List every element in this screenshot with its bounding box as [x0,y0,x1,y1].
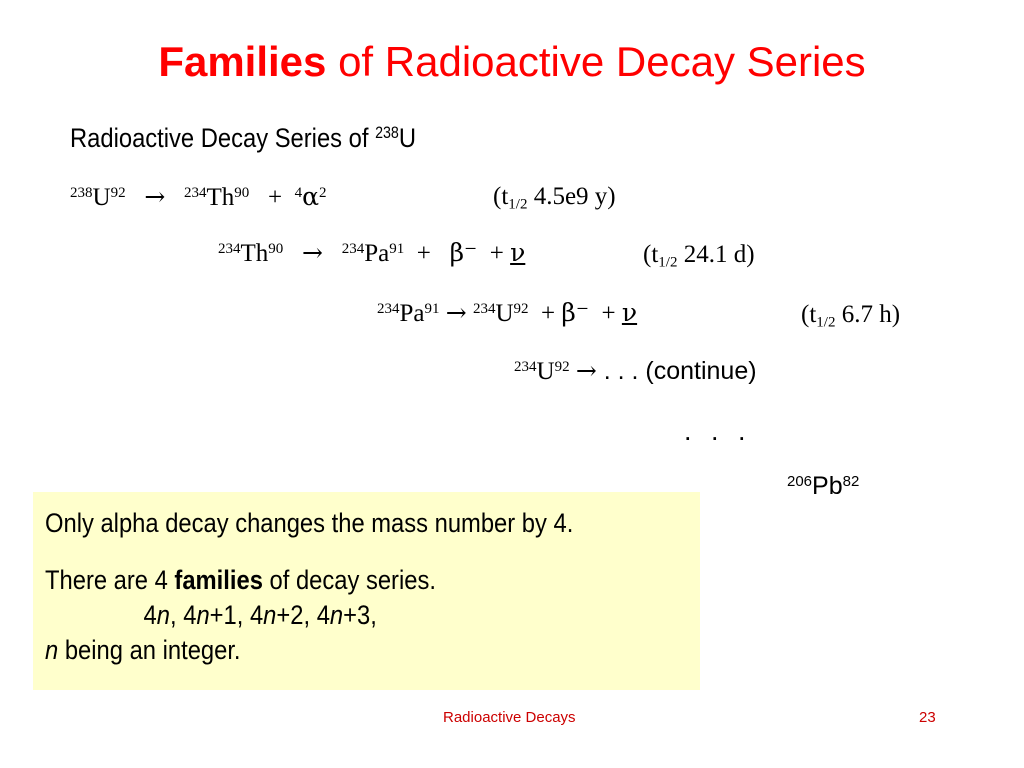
arrow-icon: → [302,238,323,267]
plus-sign: + [541,300,556,327]
arrow-icon: → [144,182,166,211]
nuclide-symbol: Pb [812,472,843,500]
half-life-value: 24.1 d) [677,241,755,268]
note-italic: n [196,600,210,630]
nuclide-mass: 234 [218,240,241,257]
half-life-sub: 1/2 [658,254,678,271]
nuclide-mass: 234 [514,358,537,375]
half-life-2 [643,238,755,272]
nuclide-symbol: Pa [364,240,390,267]
decay-equation-4 [514,354,757,389]
nuclide-z: 82 [842,472,860,490]
nuclide-mass: 4 [294,184,303,201]
note-line-2 [45,563,621,598]
note-text: +2, 4 [276,600,330,630]
nuclide-z: 92 [513,300,529,317]
nuclide-mass: 234 [472,300,496,317]
half-life-label: (t [643,241,659,268]
plus-sign: + [416,240,431,267]
nuclide-z: 90 [234,184,250,201]
half-life-label: (t [801,301,817,328]
section-subtitle [70,120,416,156]
nuclide-z: 91 [424,300,440,317]
note-line-1: Only alpha decay changes the mass number by 4. [45,508,574,538]
half-life-3 [801,298,900,332]
plus-sign: + [268,184,283,211]
plus-sign: + [601,300,616,327]
plus-sign: + [489,240,504,267]
neutrino-symbol: ν [510,238,526,267]
arrow-icon: → [445,298,467,327]
note-text: being an integer. [58,635,241,665]
nuclide-symbol: U [536,358,555,385]
nuclide-z: 92 [110,184,126,201]
ellipsis: . . . [684,416,752,446]
note-line-3 [45,598,621,633]
nuclide-symbol: Th [240,240,269,267]
nuclide-z: 90 [268,240,284,257]
continue-text: . . . (continue) [596,357,757,385]
nuclide-mass: 206 [787,472,813,490]
half-life-value: 6.7 h) [835,301,901,328]
note-italic: n [329,600,344,630]
note-text: , 4 [170,600,197,630]
note-text: +1, 4 [209,600,264,630]
nuclide-z: 91 [389,240,405,257]
info-box [33,492,700,690]
title-rest: of Radioactive Decay Series [326,38,866,85]
note-text: of decay series. [262,565,436,595]
beta-symbol: β⁻ [449,238,478,267]
note-text: There are 4 [45,565,175,595]
nuclide-z: 2 [319,184,327,201]
subtitle-mass: 238 [375,124,399,143]
nuclide-symbol: U [495,300,514,327]
nuclide-z: 92 [554,358,570,375]
note-text: +3, [343,600,377,630]
nuclide-symbol: U [92,184,111,211]
note-bold: families [174,565,263,595]
half-life-value: 4.5e9 y) [527,183,616,210]
footer-title: Radioactive Decays [443,709,576,726]
note-text: 4 [143,600,157,630]
decay-equation-1 [70,180,327,215]
half-life-sub: 1/2 [508,196,528,213]
note-italic: n [45,635,59,665]
note-italic: n [263,600,277,630]
slide-title [0,38,1024,86]
title-bold: Families [158,38,327,85]
note-line-4 [45,633,621,668]
note-italic: n [156,600,171,630]
page-number: 23 [919,709,936,726]
half-life-label: (t [493,183,509,210]
arrow-icon: → [575,356,597,385]
subtitle-text: Radioactive Decay Series of [70,123,376,153]
neutrino-symbol: ν [621,298,638,327]
decay-equation-3 [377,296,637,331]
half-life-1 [493,180,616,214]
decay-equation-2 [218,236,525,271]
nuclide-mass: 234 [184,184,207,201]
beta-symbol: β⁻ [561,298,590,327]
nuclide-mass: 238 [70,184,93,201]
nuclide-symbol: Pa [399,300,425,327]
final-nuclide [787,470,859,502]
nuclide-mass: 234 [341,240,365,257]
nuclide-mass: 234 [377,300,400,317]
alpha-symbol: α [302,182,320,211]
half-life-sub: 1/2 [816,314,836,331]
subtitle-symbol: U [398,123,417,153]
nuclide-symbol: Th [206,184,235,211]
